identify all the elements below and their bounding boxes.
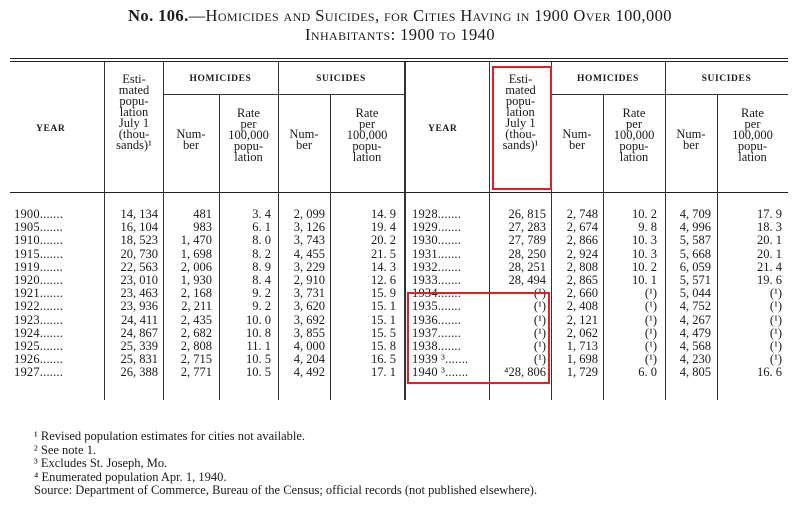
table-cell-hn: 2, 866 — [566, 233, 598, 248]
footnote: ³ Excludes St. Joseph, Mo. — [34, 456, 168, 470]
table-cell-sr: 20. 1 — [757, 233, 782, 248]
table-cell-sr: 17. 1 — [371, 365, 396, 380]
table-cell-hr: 10. 1 — [632, 273, 657, 287]
table-cell-sn: 4, 709 — [679, 207, 711, 221]
table-cell-pop: 23, 010 — [120, 273, 158, 287]
table-cell-sn: 4, 455 — [293, 246, 325, 261]
table-cell-sr: 15. 1 — [371, 312, 396, 327]
footnote: ² See note 1. — [34, 442, 97, 457]
table-cell-hr: (¹) — [644, 312, 657, 327]
table-cell-sn: 3, 229 — [293, 259, 325, 274]
table-cell-year: 1923....... — [14, 312, 64, 327]
table-cell-sr: 14. 3 — [371, 259, 396, 274]
table-cell-year: 1928....... — [412, 207, 462, 221]
table-cell-sn: 4, 267 — [679, 312, 711, 327]
table-cell-year: 1900....... — [14, 207, 64, 221]
header-line: per — [359, 117, 375, 131]
table-cell-hr: 10. 5 — [246, 365, 271, 380]
table-cell-hn: 481 — [193, 207, 212, 221]
table-cell-year: 1938....... — [412, 339, 462, 353]
table-title-line2: Inhabitants: 1900 to 1940 — [305, 25, 495, 44]
suicides-number-header-right — [665, 129, 717, 151]
header-line: per — [626, 117, 642, 131]
table-cell-pop: 28, 250 — [508, 246, 546, 261]
table-cell-sr: 20. 1 — [757, 246, 782, 261]
header-line: popu- — [737, 139, 768, 153]
header-line: sands)¹ — [116, 138, 152, 152]
header-bottom-rule — [10, 192, 788, 193]
table-cell-sr: 21. 5 — [371, 246, 396, 261]
table-cell-hn: 2, 771 — [180, 365, 212, 380]
table-cell-year: 1927....... — [14, 365, 64, 380]
table-cell-hn: 2, 748 — [566, 207, 598, 221]
suicides-group-rule — [665, 94, 788, 95]
table-cell-hr: 3. 4 — [252, 207, 271, 221]
header-line: ber — [683, 138, 699, 152]
table-cell-sn: 4, 568 — [679, 339, 711, 353]
table-cell-hr: (¹) — [644, 352, 657, 367]
table-cell-sn: 2, 910 — [293, 273, 325, 287]
table-cell-pop: (¹) — [533, 352, 546, 367]
table-cell-sr: (¹) — [769, 312, 782, 327]
suicides-rate-header — [330, 108, 404, 163]
table-cell-year: 1935....... — [412, 299, 462, 314]
homicides-group-rule — [551, 94, 665, 95]
table-cell-sn: 4, 996 — [679, 220, 711, 235]
table-cell-pop: (¹) — [533, 312, 546, 327]
table-cell-sr: 15. 1 — [371, 299, 396, 314]
table-cell-year: 1921....... — [14, 286, 64, 301]
header-line: sands)¹ — [502, 138, 539, 152]
header-line: per — [744, 117, 761, 131]
table-cell-hn: 2, 211 — [181, 299, 212, 314]
table-cell-pop: 23, 936 — [120, 299, 158, 314]
table-cell-pop: 22, 563 — [120, 259, 158, 274]
table-cell-hr: 8. 4 — [252, 273, 271, 287]
header-line: Rate — [741, 106, 764, 120]
header-line: (thou- — [505, 127, 536, 141]
table-cell-pop: 27, 283 — [508, 220, 546, 235]
header-line: 100,000 — [613, 128, 655, 142]
table-cell-sn: 3, 731 — [293, 286, 325, 301]
table-cell-year: 1922....... — [14, 299, 64, 314]
col-divider-middle — [404, 62, 406, 400]
table-cell-hr: 10. 3 — [632, 246, 657, 261]
table-cell-hr: 11. 1 — [246, 339, 271, 353]
header-line: Num- — [176, 127, 206, 141]
table-cell-sn: 3, 855 — [293, 325, 325, 340]
header-line: Num- — [676, 127, 706, 141]
table-cell-sr: 12. 6 — [371, 273, 396, 287]
population-header-left — [105, 74, 163, 151]
table-cell-year: 1910....... — [14, 233, 64, 248]
table-cell-sn: 4, 479 — [679, 325, 711, 340]
table-number: No. 106. — [128, 6, 189, 25]
table-cell-pop: 27, 789 — [508, 233, 546, 248]
table-cell-hr: 10. 5 — [246, 352, 271, 367]
table-cell-pop: 28, 251 — [508, 259, 546, 274]
table-cell-sr: 15. 8 — [371, 339, 396, 353]
footnote: ⁴ Enumerated population Apr. 1, 1940. — [34, 469, 227, 484]
header-line: 100,000 — [228, 128, 269, 142]
table-title-line1 — [0, 6, 800, 26]
header-line: ber — [569, 138, 585, 152]
table-cell-hr: 8. 0 — [252, 233, 271, 248]
highlight-box-population-header — [492, 66, 552, 190]
table-cell-year: 1915....... — [14, 246, 64, 261]
homicides-group-rule — [163, 94, 278, 95]
suicides-group-rule — [278, 94, 404, 95]
table-cell-pop: (¹) — [533, 299, 546, 314]
header-line: Num- — [562, 127, 592, 141]
table-cell-pop: 14, 134 — [120, 207, 158, 221]
table-cell-sn: 6, 059 — [679, 259, 711, 274]
table-cell-hr: (¹) — [644, 325, 657, 340]
table-cell-year: 1920....... — [14, 273, 64, 287]
table-cell-hn: 2, 062 — [566, 325, 598, 340]
header-line: popu- — [505, 94, 536, 108]
table-top-rule-double — [10, 61, 788, 62]
table-cell-hr: (¹) — [644, 286, 657, 301]
source-note: Source: Department of Commerce, Bureau of the Census; official records (not published elsewhere). — [34, 483, 538, 497]
homicides-rate-header-right — [603, 108, 665, 163]
table-cell-hn: 1, 698 — [180, 246, 212, 261]
table-cell-sn: 2, 099 — [293, 207, 325, 221]
table-cell-sn: 4, 492 — [293, 365, 325, 380]
table-cell-hn: 2, 006 — [180, 259, 212, 274]
homicides-rate-header — [219, 108, 278, 163]
table-cell-hn: 2, 808 — [566, 259, 598, 274]
header-line: popu- — [352, 139, 382, 153]
table-cell-year: 1931....... — [412, 246, 462, 261]
table-cell-sr: (¹) — [769, 325, 782, 340]
homicides-number-header-right — [551, 129, 603, 151]
table-cell-hn: 1, 698 — [566, 352, 598, 367]
table-cell-year: 1939 ³....... — [412, 352, 469, 367]
header-line: lation — [619, 150, 649, 164]
header-line: lation — [352, 150, 382, 164]
table-cell-sn: 3, 692 — [293, 312, 325, 327]
table-cell-hr: (¹) — [644, 299, 657, 314]
table-cell-sn: 3, 126 — [293, 220, 325, 235]
suicides-header-left: SUICIDES — [316, 74, 366, 84]
table-cell-hn: 1, 930 — [180, 273, 212, 287]
table-cell-sr: (¹) — [769, 339, 782, 353]
header-line: popu- — [233, 139, 264, 153]
table-cell-sn: 5, 044 — [679, 286, 711, 301]
table-top-rule — [10, 58, 788, 59]
header-line: Esti- — [508, 72, 533, 86]
table-cell-hn: 2, 660 — [566, 286, 598, 301]
table-cell-pop: (¹) — [533, 286, 546, 301]
table-cell-hr: 8. 2 — [252, 246, 271, 261]
table-cell-hr: 10. 2 — [632, 259, 657, 274]
table-cell-year: 1929....... — [412, 220, 462, 235]
table-cell-pop: 24, 411 — [120, 312, 158, 327]
table-cell-sn: 4, 204 — [293, 352, 325, 367]
table-cell-hn: 2, 674 — [566, 220, 598, 235]
suicides-number-header — [278, 129, 330, 151]
table-cell-hn: 1, 470 — [180, 233, 212, 248]
table-cell-sr: 19. 6 — [757, 273, 782, 287]
table-cell-sr: 16. 6 — [757, 365, 782, 380]
table-cell-sr: 19. 4 — [371, 220, 396, 235]
header-line: popu- — [119, 94, 149, 108]
table-cell-sr: 15. 9 — [371, 286, 396, 301]
header-line: lation — [506, 105, 535, 119]
table-cell-hr: 10. 0 — [246, 312, 271, 327]
header-line: lation — [738, 150, 767, 164]
table-cell-sr: (¹) — [769, 286, 782, 301]
table-cell-sn: 4, 000 — [293, 339, 325, 353]
table-cell-sr: 15. 5 — [371, 325, 396, 340]
table-cell-pop: 20, 730 — [120, 246, 158, 261]
highlight-box-missing-values — [407, 292, 550, 384]
header-line: 100,000 — [732, 128, 773, 142]
table-cell-sn: 5, 668 — [679, 246, 711, 261]
table-cell-sn: 4, 752 — [679, 299, 711, 314]
table-title-text: —Homicides and Suicides, for Cities Having in 1900 Over 100,000 — [188, 6, 672, 25]
year-header-right: YEAR — [428, 124, 458, 134]
table-cell-hn: 1, 729 — [566, 365, 598, 380]
header-line: mated — [505, 83, 536, 97]
header-line: July 1 — [505, 116, 536, 130]
table-cell-pop: ⁴28, 806 — [504, 365, 546, 380]
header-line: ber — [183, 138, 199, 152]
header-line: popu- — [619, 139, 649, 153]
suicides-rate-header-right — [717, 108, 788, 163]
table-cell-hr: 9. 2 — [252, 299, 271, 314]
header-line: lation — [234, 150, 263, 164]
table-cell-sn: 5, 587 — [679, 233, 711, 248]
table-cell-sr: 21. 4 — [757, 259, 782, 274]
header-line: Num- — [289, 127, 319, 141]
table-cell-hr: 6. 0 — [638, 365, 657, 380]
table-cell-pop: 24, 867 — [120, 325, 158, 340]
table-cell-sn: 4, 805 — [679, 365, 711, 380]
header-line: Esti- — [122, 72, 146, 86]
table-cell-sr: (¹) — [769, 352, 782, 367]
table-cell-pop: 16, 104 — [120, 220, 158, 235]
table-cell-sn: 3, 743 — [293, 233, 325, 248]
year-header-left: YEAR — [36, 124, 66, 134]
table-cell-sn: 3, 620 — [293, 299, 325, 314]
header-line: mated — [118, 83, 150, 97]
table-cell-pop: 26, 388 — [120, 365, 158, 380]
table-cell-hr: 10. 8 — [246, 325, 271, 340]
table-cell-pop: 23, 463 — [120, 286, 158, 301]
table-cell-year: 1919....... — [14, 259, 64, 274]
table-cell-hr: 10. 3 — [632, 233, 657, 248]
table-cell-year: 1932....... — [412, 259, 462, 274]
table-cell-pop: (¹) — [533, 325, 546, 340]
table-cell-year: 1936....... — [412, 312, 462, 327]
table-cell-hn: 1, 713 — [566, 339, 598, 353]
table-cell-sr: 17. 9 — [757, 207, 782, 221]
table-cell-pop: 25, 339 — [120, 339, 158, 353]
table-cell-hn: 2, 682 — [180, 325, 212, 340]
table-cell-hr: (¹) — [644, 339, 657, 353]
table-cell-sn: 4, 230 — [679, 352, 711, 367]
table-cell-hn: 2, 168 — [180, 286, 212, 301]
table-cell-hr: 8. 9 — [252, 259, 271, 274]
header-line: July 1 — [118, 116, 150, 130]
homicides-header-right: HOMICIDES — [577, 74, 639, 84]
table-cell-year: 1926....... — [14, 352, 64, 367]
table-cell-sn: 5, 571 — [679, 273, 711, 287]
table-cell-year: 1925....... — [14, 339, 64, 353]
header-line: Rate — [622, 106, 646, 120]
header-line: 100,000 — [346, 128, 388, 142]
table-cell-hr: 10. 2 — [632, 207, 657, 221]
table-cell-hr: 6. 1 — [252, 220, 271, 235]
table-cell-hr: 9. 2 — [252, 286, 271, 301]
homicides-number-header — [163, 129, 219, 151]
table-cell-sr: 20. 2 — [371, 233, 396, 248]
table-cell-year: 1933....... — [412, 273, 462, 287]
table-cell-hn: 2, 808 — [180, 339, 212, 353]
table-cell-sr: 16. 5 — [371, 352, 396, 367]
header-line: ber — [296, 138, 312, 152]
homicides-header-left: HOMICIDES — [189, 74, 252, 84]
table-cell-pop: (¹) — [533, 339, 546, 353]
table-cell-sr: (¹) — [769, 299, 782, 314]
table-cell-hn: 2, 435 — [180, 312, 212, 327]
footnote: ¹ Revised population estimates for cities not available. — [34, 429, 306, 443]
table-cell-year: 1940 ³....... — [412, 365, 469, 380]
header-line: Rate — [237, 106, 260, 120]
table-cell-hn: 2, 408 — [566, 299, 598, 314]
table-cell-pop: 25, 831 — [120, 352, 158, 367]
table-cell-sr: 14. 9 — [371, 207, 396, 221]
table-cell-hn: 2, 865 — [566, 273, 598, 287]
table-cell-sr: 18. 3 — [757, 220, 782, 235]
table-cell-year: 1934....... — [412, 286, 462, 301]
table-cell-hn: 983 — [193, 220, 212, 235]
table-cell-year: 1930....... — [412, 233, 462, 248]
table-cell-hn: 2, 924 — [566, 246, 598, 261]
table-cell-pop: 18, 523 — [120, 233, 158, 248]
table-cell-year: 1905....... — [14, 220, 64, 235]
header-line: lation — [119, 105, 149, 119]
table-cell-hr: 9. 8 — [638, 220, 657, 235]
suicides-header-right: SUICIDES — [701, 74, 752, 84]
table-cell-pop: 26, 815 — [508, 207, 546, 221]
table-cell-year: 1924....... — [14, 325, 64, 340]
table-cell-pop: 28, 494 — [508, 273, 546, 287]
header-line: (thou- — [118, 127, 150, 141]
table-cell-year: 1937....... — [412, 325, 462, 340]
header-line: Rate — [355, 106, 379, 120]
table-cell-hn: 2, 715 — [180, 352, 212, 367]
header-line: per — [240, 117, 257, 131]
table-cell-hn: 2, 121 — [566, 312, 598, 327]
